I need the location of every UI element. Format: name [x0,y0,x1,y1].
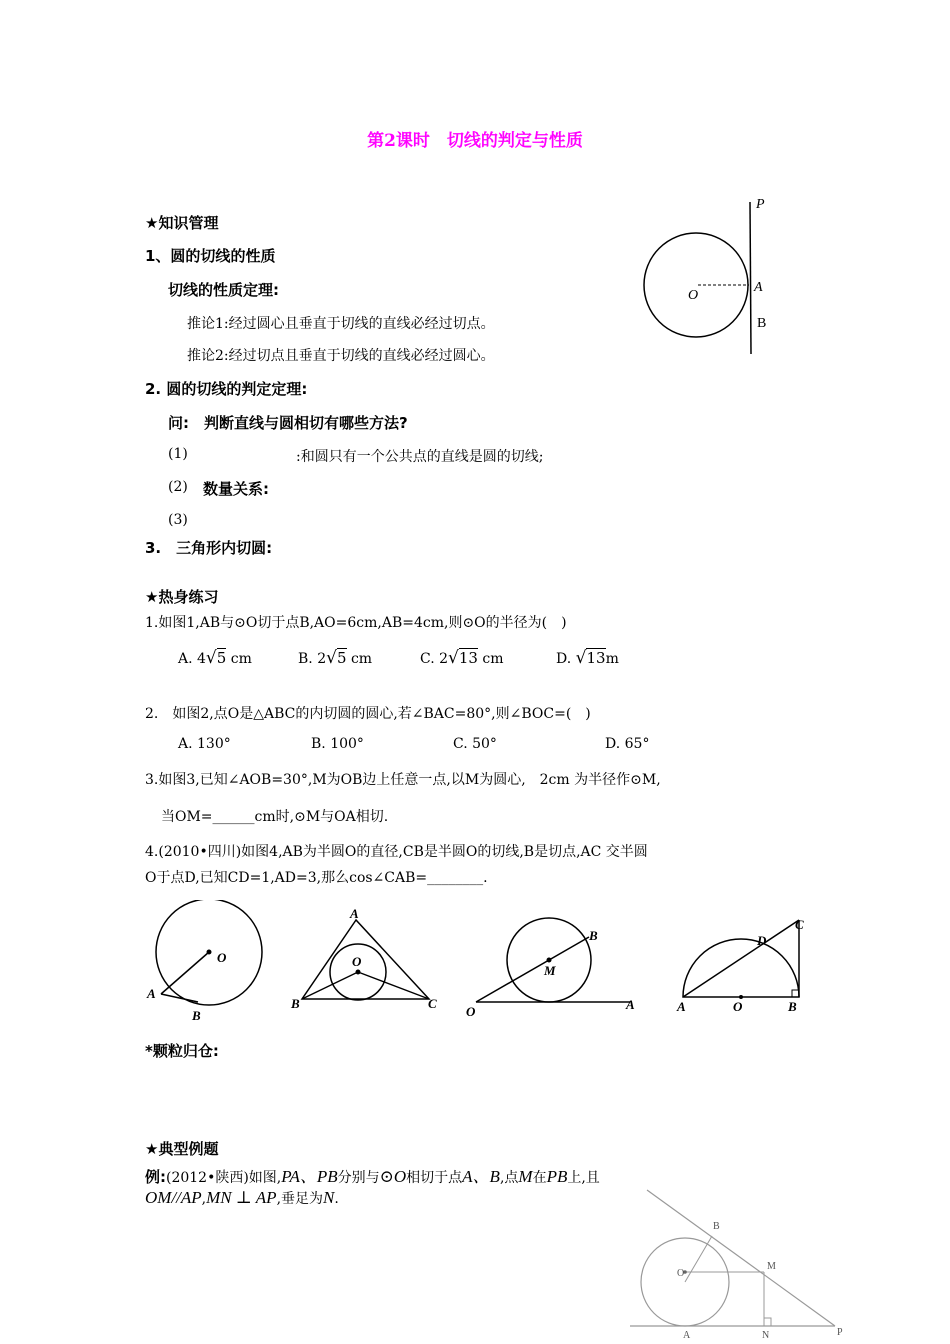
q2-option-a: A. 130° [178,736,231,752]
q2-option-c: C. 50° [453,736,497,752]
ex-line-pb [647,1190,835,1326]
fig1-label-b: B [192,1008,201,1022]
method-2-number: (2) [168,479,188,495]
question-3-line-1: 3.如图3,已知∠AOB=30°,M为OB边上任意一点,以M为圆心, 2cm 为半径作⊙M, [145,772,661,788]
fig2-center-dot [356,970,361,975]
ex-label-o: O [677,1268,685,1279]
ex-label-b: B [713,1221,720,1232]
tangent-property-figure [640,192,780,362]
ex-label-m: M [767,1261,776,1272]
example-figure [630,1188,850,1340]
q1-option-a: A. 4√5 cm [178,648,252,668]
fig4-semicircle [683,939,799,997]
method-1-text: :和圆只有一个公共点的直线是圆的切线; [296,449,544,465]
figure-1 [140,900,275,1022]
fig4-label-c: C [795,917,804,932]
section-1-heading: 1、圆的切线的性质 [145,247,276,265]
fig4-label-d: D [757,933,767,948]
summary-heading: *颗粒归仓: [145,1042,219,1060]
section-knowledge-heading: ★知识管理 [145,214,219,232]
fig2-segment-oc [358,972,429,999]
q1-option-b: B. 2√5 cm [298,648,373,668]
ex-right-angle [764,1318,771,1326]
fig2-label-c: C [428,996,437,1011]
ex-label-a: A [683,1330,691,1340]
method-1-number: (1) [168,446,188,462]
fig3-label-o: O [466,1004,476,1019]
fig4-right-angle [792,990,799,997]
fig3-center-dot [547,958,552,963]
figure-4 [672,912,818,1016]
fig1-center-dot [207,950,212,955]
fig4-label-a: A [677,999,686,1014]
ex-label-p: P [837,1327,843,1338]
warmup-heading: ★热身练习 [145,588,219,606]
q1-option-c: C. 2√13 cm [420,648,504,668]
fig1-segment-ao [161,952,209,994]
example-label: 例: [145,1168,166,1186]
label-b: B [757,316,767,331]
fig1-label-a: A [147,986,156,1001]
section-3-heading: 3. 三角形内切圆: [145,539,273,557]
example-line-2: OM//AP,MN ⊥ AP,垂足为N. [145,1188,339,1207]
tangent-line [750,202,751,354]
section-1-theorem: 切线的性质定理: [168,281,279,299]
ex-segment-ob [685,1236,712,1282]
figure-3 [462,908,642,1020]
corollary-1: 推论1:经过圆心且垂直于切线的直线必经过切点。 [187,316,495,332]
fig2-triangle [302,920,429,999]
label-p: P [756,197,765,212]
method-2-text: 数量关系: [203,480,269,498]
ex-label-n: N [762,1330,770,1340]
fig2-label-o: O [352,954,362,969]
q2-option-b: B. 100° [311,736,364,752]
section-2-heading: 2. 圆的切线的判定定理: [145,380,308,398]
fig2-label-b: B [291,996,300,1011]
section-2-question: 问: 判断直线与圆相切有哪些方法? [168,414,408,432]
fig3-label-a: A [626,997,635,1012]
example-line-1: 例:(2012•陕西)如图,PA、PB分别与⊙O相切于点A、B,点M在PB上,且 [145,1167,600,1186]
label-a: A [754,280,763,295]
question-4-line-1: 4.(2010•四川)如图4,AB为半圆O的直径,CB是半圆O的切线,B是切点,AC 交半圆 [145,844,648,860]
question-4-line-2: O于点D,已知CD=1,AD=3,那么cos∠CAB=________. [145,870,488,886]
page-title: 第2课时 切线的判定与性质 [367,131,583,151]
fig4-label-o: O [733,999,743,1014]
q1-option-d: D. √13m [556,648,619,668]
fig2-label-a: A [350,906,359,921]
fig4-segment-ac [683,920,799,997]
question-3-line-2: 当OM=______cm时,⊙M与OA相切. [161,809,389,825]
circle-shape [644,233,748,337]
question-1: 1.如图1,AB与⊙O切于点B,AO=6cm,AB=4cm,则⊙O的半径为( ) [145,615,567,631]
fig4-label-b: B [788,999,797,1014]
q2-option-d: D. 65° [605,736,650,752]
corollary-2: 推论2:经过切点且垂直于切线的直线必经过圆心。 [187,348,495,364]
label-o: O [688,288,699,303]
method-3-number: (3) [168,512,188,528]
fig3-label-m: M [544,963,556,978]
question-2: 2. 如图2,点O是△ABC的内切圆的圆心,若∠BAC=80°,则∠BOC=( ) [145,706,591,722]
fig3-label-b: B [589,928,598,943]
figure-2 [286,906,446,1011]
fig1-label-o: O [217,950,227,965]
fig3-ray-ob [476,937,589,1002]
example-heading: ★典型例题 [145,1140,219,1158]
